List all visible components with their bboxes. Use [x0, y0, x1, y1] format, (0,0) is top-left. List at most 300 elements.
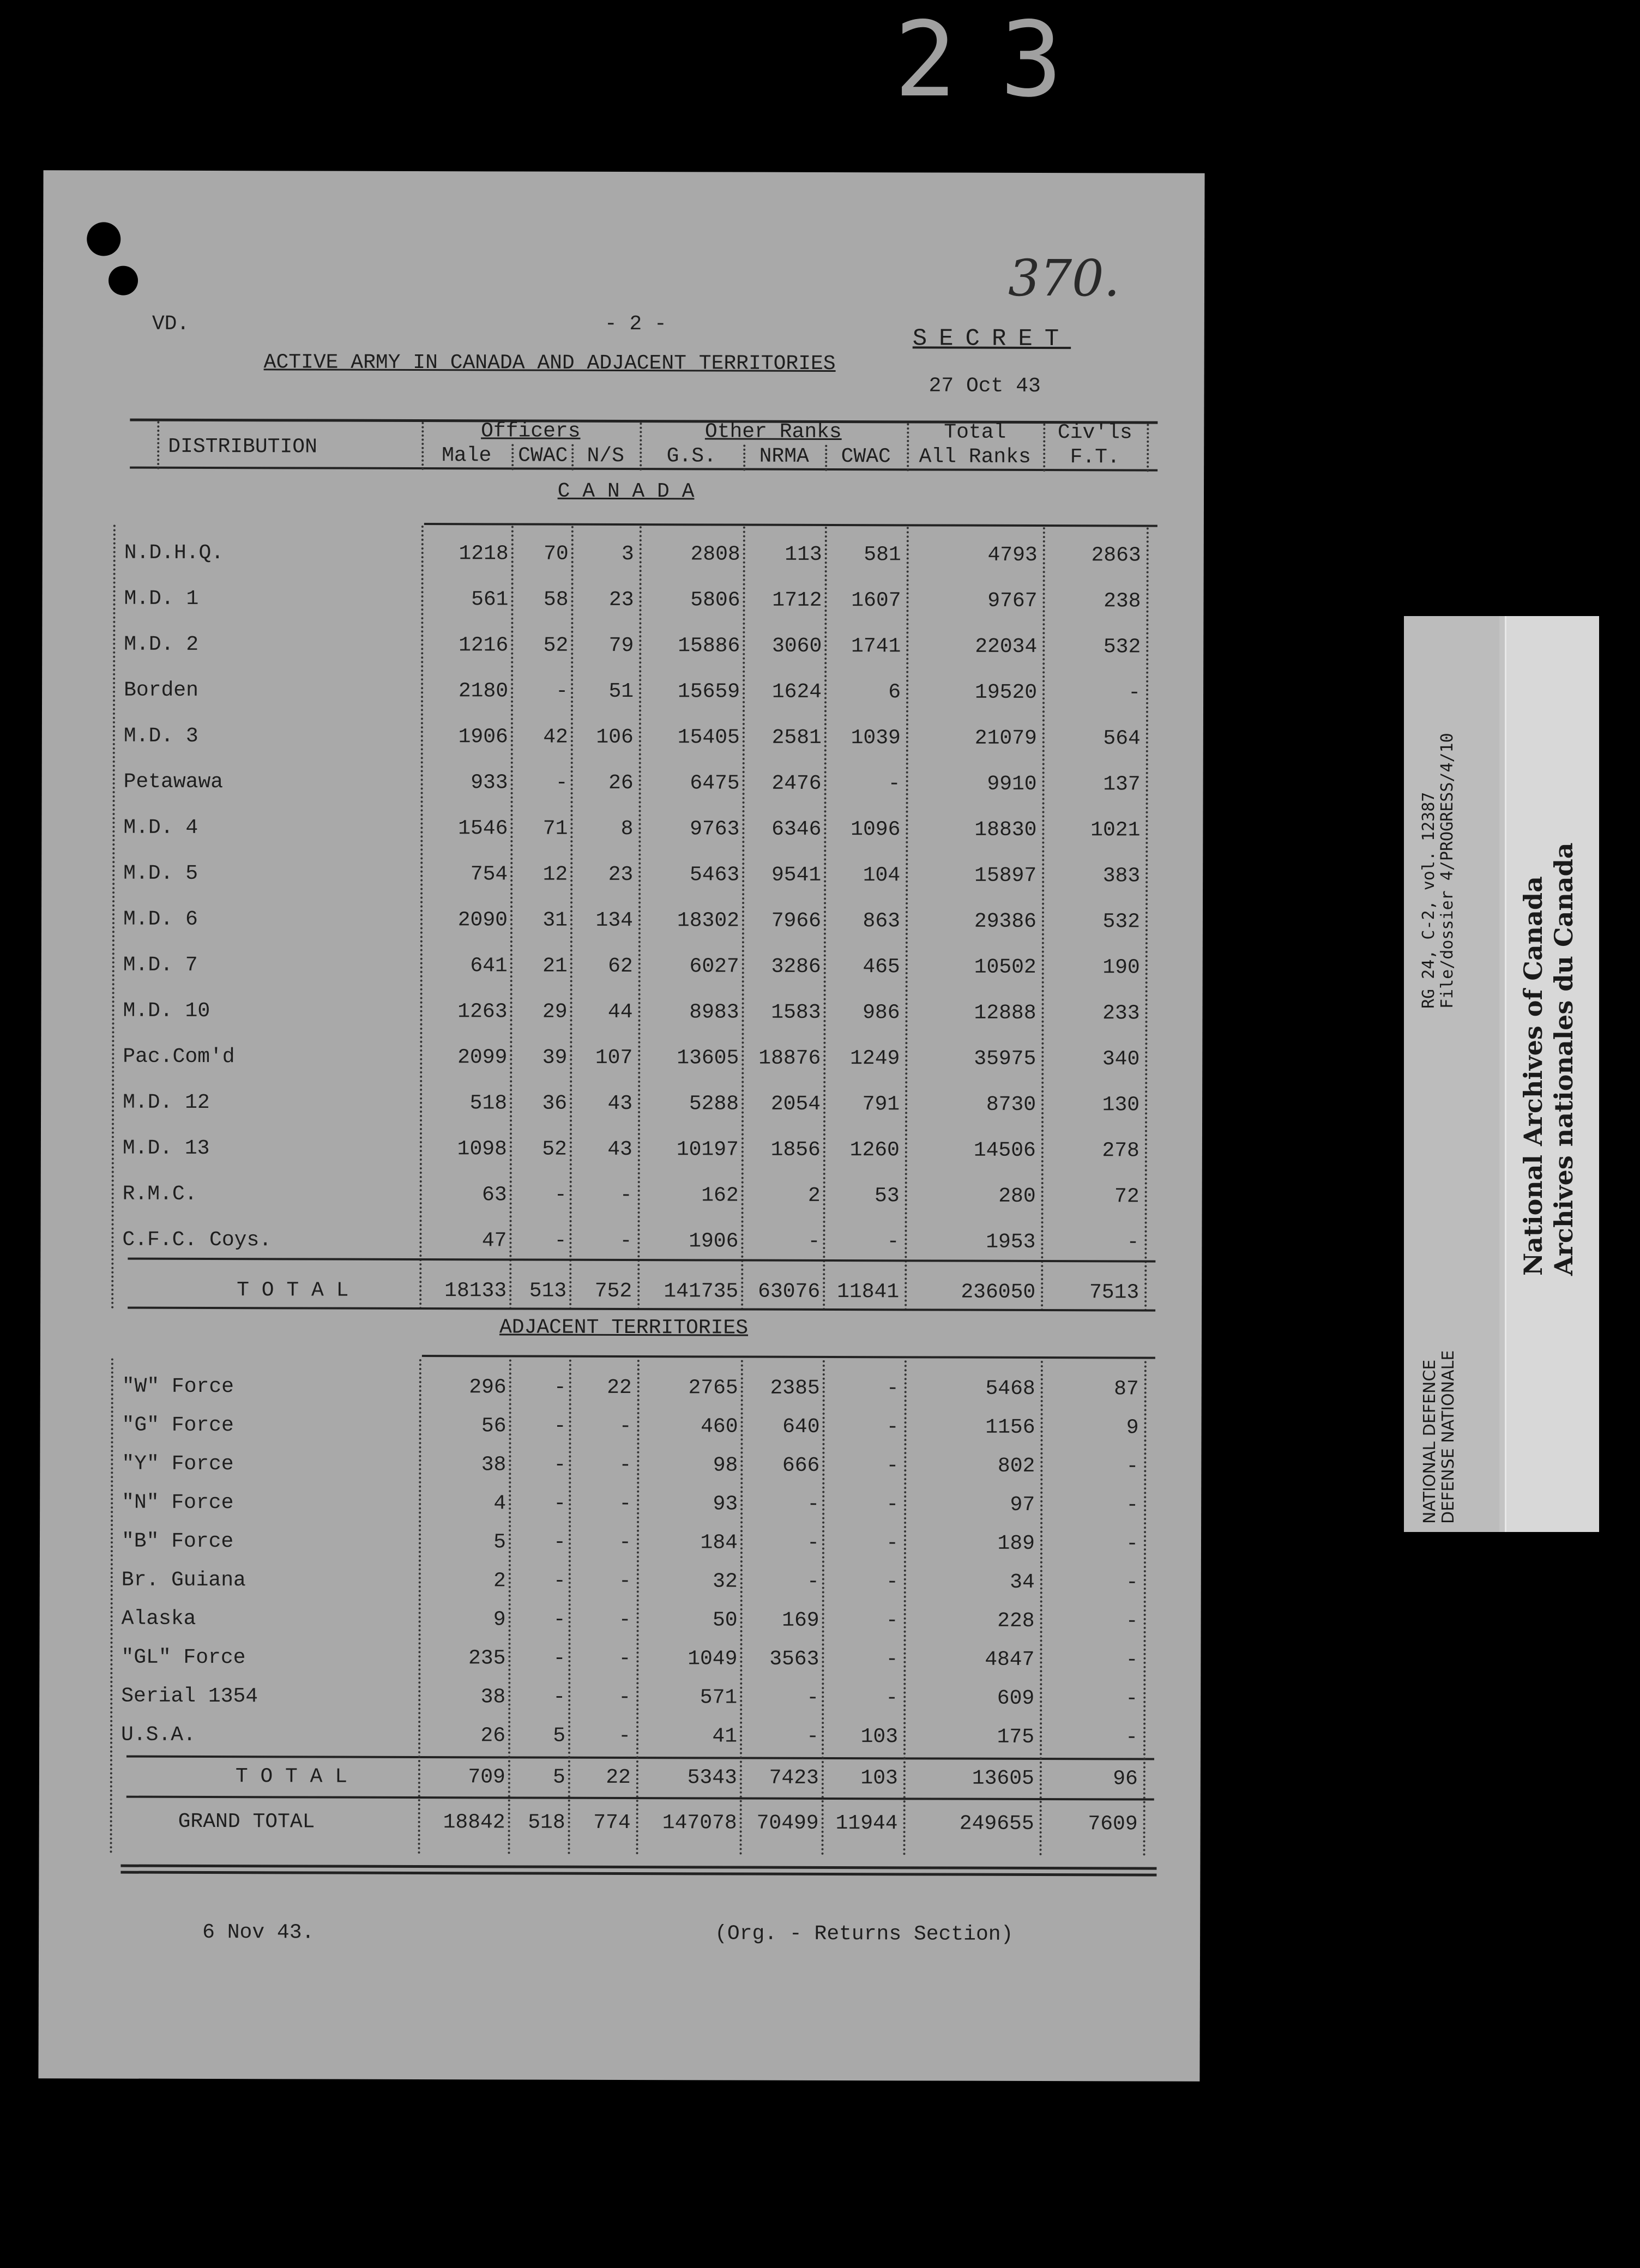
table-cell: 2 — [493, 1569, 506, 1593]
table-cell: - — [619, 1530, 632, 1555]
table-cell: 532 — [1102, 910, 1141, 934]
table-cell: 8983 — [689, 1000, 739, 1024]
table-cell: 1260 — [849, 1138, 900, 1162]
table-cell: 18302 — [677, 909, 740, 933]
table-cell: - — [886, 1531, 899, 1555]
table-cell: 7966 — [771, 909, 822, 933]
table-cell: 2385 — [770, 1376, 820, 1400]
table-cell: 141735 — [664, 1280, 739, 1304]
table-cell: - — [806, 1686, 819, 1710]
table-cell: 791 — [862, 1093, 900, 1117]
table-cell: 50 — [712, 1608, 738, 1632]
table-cell: 10502 — [974, 955, 1036, 979]
punch-hole — [87, 222, 120, 256]
subheader-cell: Male — [442, 444, 492, 468]
table-cell: 5 — [553, 1765, 565, 1789]
column-divider — [157, 421, 159, 469]
header-distribution: DISTRIBUTION — [168, 435, 317, 459]
table-cell: 1096 — [851, 818, 901, 842]
row-label: Br. Guiana — [121, 1568, 246, 1593]
table-cell: - — [553, 1569, 566, 1593]
table-cell: - — [1125, 1571, 1138, 1595]
table-cell: 3060 — [772, 634, 822, 658]
table-cell: 1039 — [851, 726, 901, 750]
table-cell: 15897 — [974, 864, 1037, 888]
column-divider — [1143, 1361, 1146, 1856]
table-cell: 1906 — [689, 1229, 739, 1253]
row-label: "W" Force — [122, 1374, 234, 1399]
table-cell: 15659 — [677, 680, 740, 704]
table-cell: 6346 — [771, 817, 822, 841]
page-number: - 2 - — [604, 312, 667, 336]
column-divider — [743, 445, 745, 471]
table-cell: 9 — [493, 1608, 506, 1632]
table-cell: - — [886, 1415, 899, 1439]
table-cell: 52 — [542, 1137, 567, 1161]
table-cell: - — [554, 1183, 567, 1207]
table-cell: 56 — [481, 1414, 507, 1438]
table-cell: 43 — [607, 1137, 632, 1162]
table-cell: 147078 — [662, 1811, 737, 1835]
subheader-cell: CWAC — [841, 445, 891, 469]
table-cell: - — [1125, 1609, 1138, 1633]
table-cell: 9 — [1126, 1416, 1139, 1440]
table-cell: 96 — [1113, 1767, 1138, 1791]
table-cell: - — [1126, 1455, 1139, 1479]
table-cell: - — [553, 1530, 566, 1554]
table-cell: 189 — [997, 1531, 1035, 1555]
table-cell: 1712 — [772, 588, 822, 612]
table-cell: - — [886, 1377, 899, 1401]
section-total-label: T O T A L — [237, 1278, 349, 1302]
table-cell: 236050 — [961, 1280, 1036, 1304]
table-cell: 22034 — [975, 635, 1038, 659]
table-cell: 1546 — [458, 817, 508, 841]
table-cell: 933 — [471, 771, 508, 795]
table-cell: 2765 — [688, 1376, 738, 1400]
row-label: Alaska — [121, 1607, 196, 1631]
row-label: N.D.H.Q. — [124, 541, 224, 565]
table-cell: - — [553, 1453, 566, 1477]
table-cell: 640 — [782, 1415, 820, 1439]
table-cell: 98 — [713, 1453, 738, 1477]
table-cell: - — [553, 1608, 566, 1632]
table-cell: 7513 — [1089, 1281, 1139, 1305]
subheader-cell: F.T. — [1070, 445, 1120, 469]
table-cell: 9910 — [987, 772, 1037, 796]
table-cell: 9541 — [771, 863, 822, 887]
table-cell: 774 — [593, 1811, 631, 1835]
table-cell: - — [619, 1492, 632, 1516]
table-cell: 36 — [542, 1091, 568, 1115]
row-label: M.D. 13 — [122, 1136, 210, 1161]
table-cell: 106 — [596, 725, 634, 750]
table-cell: - — [807, 1531, 820, 1555]
table-cell: 1098 — [457, 1137, 507, 1161]
table-cell: 1156 — [985, 1415, 1035, 1439]
row-label: "N" Force — [122, 1491, 234, 1515]
table-cell: 79 — [608, 634, 634, 658]
table-cell: 97 — [1010, 1493, 1035, 1517]
row-label: M.D. 6 — [123, 907, 198, 931]
table-cell: 39 — [542, 1046, 568, 1070]
archives-name-fr: Archives nationales du Canada — [1549, 842, 1578, 1276]
table-cell: 1263 — [457, 1000, 508, 1024]
table-cell: 31 — [542, 908, 568, 932]
table-cell: 134 — [595, 908, 634, 933]
table-cell: 5288 — [689, 1092, 739, 1116]
rule-line — [128, 1258, 1155, 1263]
rule-line — [424, 523, 1157, 527]
table-cell: 296 — [469, 1376, 507, 1400]
table-cell: 4 — [493, 1492, 507, 1516]
table-cell: 2581 — [771, 726, 822, 750]
table-cell: 38 — [481, 1453, 507, 1477]
archive-stamp — [1404, 616, 1597, 1532]
table-cell: 9763 — [690, 817, 740, 841]
table-cell: 238 — [1104, 589, 1141, 613]
table-cell: 103 — [860, 1725, 899, 1749]
table-cell: 18842 — [443, 1811, 505, 1835]
table-cell: 7609 — [1088, 1812, 1138, 1836]
table-cell: - — [553, 1492, 566, 1516]
table-cell: 233 — [1102, 1002, 1140, 1026]
table-cell: 12888 — [974, 1001, 1036, 1025]
table-cell: 571 — [700, 1686, 738, 1710]
document-page — [38, 170, 1204, 2082]
table-cell: 1049 — [688, 1647, 738, 1671]
subheader-cell: G.S. — [666, 444, 716, 468]
row-label: C.F.C. Coys. — [122, 1228, 272, 1252]
table-cell: - — [553, 1685, 566, 1709]
table-cell: 2863 — [1091, 544, 1141, 568]
table-cell: 280 — [998, 1184, 1036, 1208]
table-cell: - — [1125, 1726, 1138, 1750]
document-title: ACTIVE ARMY IN CANADA AND ADJACENT TERRITORIES — [263, 351, 836, 376]
table-cell: 190 — [1102, 956, 1140, 980]
table-cell: - — [807, 1492, 820, 1516]
table-cell: 63 — [482, 1183, 507, 1207]
table-cell: 26 — [480, 1724, 506, 1748]
table-cell: 1021 — [1090, 818, 1141, 842]
table-cell: 4793 — [987, 543, 1038, 567]
table-cell: 1953 — [986, 1230, 1036, 1254]
table-cell: - — [619, 1183, 632, 1208]
table-cell: - — [619, 1414, 632, 1439]
table-cell: 103 — [860, 1766, 898, 1790]
row-label: M.D. 12 — [123, 1090, 210, 1115]
table-cell: 5468 — [985, 1377, 1035, 1401]
table-cell: 863 — [863, 909, 901, 933]
table-cell: 13605 — [972, 1766, 1034, 1790]
row-label: M.D. 10 — [123, 999, 210, 1023]
row-label: M.D. 4 — [123, 816, 198, 840]
column-divider — [907, 423, 909, 471]
table-cell: 63076 — [758, 1280, 821, 1304]
table-cell: 21079 — [974, 726, 1037, 750]
table-cell: - — [1128, 681, 1141, 705]
table-cell: 18876 — [758, 1046, 821, 1070]
table-cell: 609 — [997, 1686, 1035, 1710]
table-cell: 11944 — [835, 1812, 898, 1836]
table-cell: 3 — [621, 542, 634, 566]
table-cell: 104 — [863, 864, 901, 888]
table-cell: 137 — [1103, 773, 1141, 797]
header-other-ranks: Other Ranks — [704, 420, 842, 444]
classification-marking: SECRET — [912, 325, 1071, 353]
table-cell: 2090 — [457, 908, 508, 932]
table-cell: 278 — [1102, 1139, 1139, 1163]
table-cell: 72 — [1114, 1185, 1139, 1209]
table-cell: 235 — [468, 1646, 506, 1670]
table-cell: 340 — [1102, 1047, 1140, 1071]
subheader-cell: NRMA — [759, 444, 809, 468]
table-cell: 5463 — [689, 863, 740, 887]
row-label: "GL" Force — [121, 1645, 246, 1670]
section-total-label: T O T A L — [235, 1765, 348, 1789]
table-cell: 35975 — [974, 1047, 1036, 1071]
column-divider — [111, 525, 116, 1310]
table-cell: 1856 — [770, 1138, 821, 1162]
table-cell: 15405 — [677, 726, 740, 750]
table-cell: - — [553, 1414, 566, 1438]
table-cell: 26 — [608, 771, 634, 795]
document-date: 27 Oct 43 — [928, 374, 1041, 399]
table-cell: - — [1125, 1687, 1138, 1711]
table-cell: 709 — [468, 1765, 505, 1789]
table-cell: 752 — [594, 1279, 632, 1304]
rule-line — [120, 1871, 1156, 1877]
rule-line — [126, 1756, 1154, 1760]
table-cell: - — [618, 1569, 631, 1594]
row-label: Borden — [124, 678, 198, 702]
table-cell: 8 — [620, 817, 634, 841]
column-divider — [110, 1359, 113, 1854]
row-label: Petawawa — [123, 770, 224, 794]
table-cell: 249655 — [959, 1812, 1034, 1836]
table-cell: 3286 — [771, 955, 821, 979]
table-cell: - — [886, 1454, 899, 1478]
table-cell: 518 — [528, 1811, 565, 1835]
table-cell: - — [885, 1609, 899, 1633]
table-cell: 15886 — [678, 634, 740, 658]
header-civils: Civ'ls — [1057, 421, 1132, 445]
table-cell: 87 — [1114, 1377, 1139, 1401]
microfilm-frame-number: 23 — [894, 0, 1106, 120]
row-label: "B" Force — [121, 1529, 234, 1554]
section-title-canada: C A N A D A — [557, 479, 695, 504]
punch-hole — [108, 266, 138, 295]
row-label: Pac.Com'd — [123, 1045, 235, 1069]
table-cell: 29 — [542, 1000, 568, 1024]
table-cell: 513 — [529, 1279, 567, 1303]
agency-name-en: NATIONAL DEFENCE — [1420, 1359, 1439, 1524]
pencil-page-note: 370. — [1008, 249, 1120, 308]
footer-note: (Org. - Returns Section) — [715, 1922, 1014, 1946]
table-cell: 1607 — [851, 589, 901, 613]
table-cell: 43 — [607, 1091, 633, 1116]
table-cell: 41 — [712, 1724, 738, 1748]
table-cell: - — [618, 1646, 631, 1671]
column-divider — [640, 423, 642, 471]
table-cell: - — [1126, 1493, 1139, 1517]
table-cell: 32 — [713, 1570, 738, 1594]
table-cell: 53 — [874, 1184, 900, 1208]
header-total: Total — [944, 420, 1006, 444]
table-cell: 13605 — [677, 1046, 739, 1070]
table-cell: 23 — [608, 588, 634, 612]
table-cell: - — [885, 1570, 899, 1594]
column-divider — [1144, 528, 1149, 1312]
table-cell: 754 — [470, 862, 508, 886]
table-cell: 107 — [595, 1046, 633, 1070]
table-cell: - — [885, 1648, 899, 1672]
rule-line — [120, 1865, 1156, 1870]
table-cell: 23 — [608, 862, 634, 887]
row-label: M.D. 7 — [123, 953, 198, 977]
table-cell: 2099 — [457, 1046, 508, 1070]
agency-name-fr: DEFENSE NATIONALE — [1439, 1350, 1458, 1524]
table-cell: 70 — [544, 542, 569, 566]
table-cell: 6 — [888, 680, 901, 704]
reference-code: VD. — [152, 312, 190, 336]
table-cell: 1218 — [459, 542, 509, 566]
row-label: "Y" Force — [122, 1452, 234, 1476]
table-cell: 1583 — [771, 1000, 821, 1024]
table-cell: 162 — [701, 1184, 739, 1208]
table-cell: - — [1126, 1532, 1139, 1556]
row-label: M.D. 2 — [124, 632, 199, 656]
table-cell: - — [618, 1724, 631, 1748]
table-cell: 184 — [700, 1531, 738, 1555]
table-cell: 564 — [1103, 727, 1141, 751]
table-cell: 18133 — [444, 1279, 507, 1303]
table-cell: 383 — [1102, 864, 1141, 888]
table-cell: - — [619, 1229, 632, 1253]
table-cell: - — [806, 1570, 819, 1594]
section-title-adjacent: ADJACENT TERRITORIES — [499, 1316, 749, 1340]
table-cell: 58 — [543, 588, 569, 612]
table-cell: 5 — [553, 1724, 566, 1748]
table-cell: 986 — [863, 1001, 900, 1025]
table-cell: - — [618, 1608, 631, 1632]
table-cell: 2054 — [770, 1092, 821, 1116]
table-cell: 175 — [997, 1725, 1035, 1749]
table-cell: 10197 — [676, 1138, 739, 1162]
column-divider — [1147, 424, 1149, 472]
table-cell: 71 — [542, 817, 568, 841]
table-cell: - — [1126, 1230, 1139, 1254]
table-cell: 5 — [493, 1530, 507, 1554]
table-cell: 34 — [1010, 1570, 1035, 1594]
table-cell: - — [553, 1376, 566, 1400]
table-cell: 130 — [1102, 1093, 1140, 1117]
table-cell: - — [1125, 1648, 1138, 1672]
row-label: M.D. 1 — [124, 587, 199, 611]
table-cell: 6475 — [690, 771, 740, 795]
table-cell: 2180 — [458, 679, 509, 703]
table-cell: 18830 — [974, 818, 1037, 842]
subheader-cell: CWAC — [518, 444, 568, 468]
table-cell: 62 — [608, 954, 633, 979]
column-divider — [1043, 424, 1045, 472]
column-divider — [571, 444, 574, 471]
row-label: M.D. 5 — [123, 861, 198, 885]
table-cell: 169 — [782, 1608, 819, 1632]
table-cell: 11841 — [837, 1280, 900, 1304]
table-cell: - — [887, 1230, 900, 1254]
table-cell: 2 — [807, 1184, 821, 1208]
row-label: U.S.A. — [121, 1723, 196, 1747]
table-cell: 6027 — [689, 955, 739, 979]
table-cell: - — [553, 1646, 566, 1670]
table-cell: 460 — [701, 1415, 738, 1439]
table-cell: 641 — [470, 954, 508, 978]
table-cell: 51 — [608, 679, 634, 704]
table-cell: - — [806, 1724, 819, 1748]
table-cell: 52 — [543, 634, 569, 658]
table-cell: 3563 — [769, 1647, 819, 1671]
subheader-cell: N/S — [587, 444, 624, 468]
table-cell: 1624 — [771, 680, 822, 704]
table-cell: 1741 — [851, 635, 901, 659]
table-cell: 532 — [1103, 635, 1141, 659]
table-cell: 7423 — [769, 1766, 819, 1790]
table-cell: 5806 — [690, 588, 740, 612]
subheader-cell: All Ranks — [919, 445, 1031, 469]
column-divider — [511, 444, 514, 470]
table-cell: 666 — [782, 1453, 820, 1477]
table-cell: 12 — [542, 862, 568, 886]
table-cell: 802 — [997, 1454, 1035, 1478]
archive-reference-1: RG 24, C-2, vol. 12387 — [1419, 792, 1438, 1009]
table-cell: 29386 — [974, 909, 1037, 933]
rule-line — [422, 1355, 1155, 1359]
table-cell: 465 — [863, 955, 900, 979]
table-cell: - — [888, 772, 901, 796]
table-cell: 4847 — [985, 1648, 1035, 1672]
table-cell: 9767 — [987, 589, 1038, 613]
table-cell: 5343 — [687, 1766, 737, 1790]
table-cell: 22 — [607, 1376, 632, 1400]
table-cell: 21 — [542, 954, 568, 978]
table-cell: 22 — [606, 1765, 631, 1790]
table-cell: 93 — [713, 1492, 738, 1516]
table-cell: 1906 — [458, 725, 508, 749]
column-divider — [421, 422, 424, 470]
table-cell: - — [556, 679, 569, 703]
table-cell: 1249 — [850, 1047, 900, 1071]
header-officers: Officers — [481, 419, 581, 443]
rule-line — [128, 1307, 1155, 1312]
rule-line — [126, 1796, 1154, 1801]
row-label: Serial 1354 — [121, 1684, 258, 1709]
table-cell: - — [885, 1686, 899, 1710]
table-cell: 44 — [607, 1000, 633, 1024]
column-divider — [825, 445, 827, 471]
table-cell: 19520 — [974, 680, 1038, 704]
table-cell: 228 — [997, 1609, 1035, 1633]
archive-reference-2: File/dossier 4/PROGRESS/4/10 — [1438, 733, 1457, 1009]
archives-name-en: National Archives of Canada — [1518, 876, 1548, 1276]
footer-date: 6 Nov 43. — [202, 1920, 315, 1945]
table-cell: 2476 — [771, 771, 822, 795]
row-label: "G" Force — [122, 1413, 234, 1438]
table-cell: 8730 — [986, 1093, 1036, 1117]
row-label: R.M.C. — [122, 1182, 197, 1206]
grand-total-label: GRAND TOTAL — [178, 1809, 315, 1834]
table-cell: 38 — [480, 1685, 506, 1709]
